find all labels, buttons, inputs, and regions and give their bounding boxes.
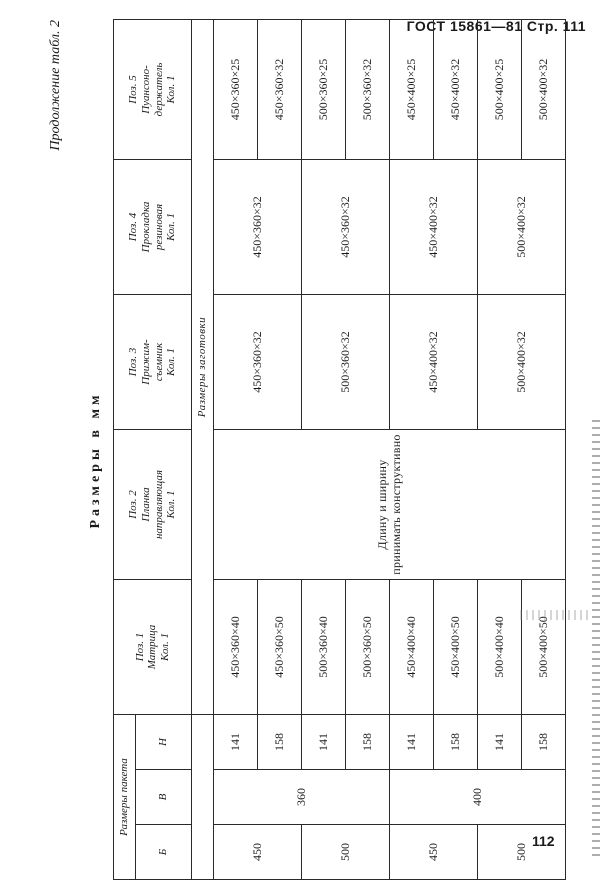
cell-B: 360 <box>214 770 390 825</box>
col-L-header: Б <box>136 825 192 880</box>
packet-sizes-header: Размеры пакета <box>114 715 136 880</box>
cell-pos5: 450×400×25 <box>390 20 434 160</box>
note-line: принимать конструктивно <box>388 434 403 575</box>
pos5-header-line: Поз. 5 <box>127 75 140 104</box>
sizes-table <box>113 19 566 880</box>
col-H-header: Н <box>136 715 192 770</box>
pos3-header-line: Кол. 1 <box>165 348 178 376</box>
cell-pos3: 500×400×32 <box>478 295 566 430</box>
pos2-header-line: Планка <box>139 487 152 522</box>
cell-H: 158 <box>522 715 566 770</box>
cell-H: 141 <box>390 715 434 770</box>
pos3-header-line: съемник <box>152 342 165 382</box>
cell-pos5: 500×400×25 <box>478 20 522 160</box>
note-line: Длину и ширину <box>374 459 389 550</box>
cell-B: 400 <box>390 770 566 825</box>
pos1-header <box>114 580 192 715</box>
design-note <box>214 430 566 580</box>
pos5-header-line: Пуансоно- <box>139 65 152 114</box>
cell-L: 500 <box>302 825 390 880</box>
cell-L: 450 <box>390 825 478 880</box>
cell-pos5: 450×360×25 <box>214 20 258 160</box>
table-title: Размеры в мм <box>88 391 103 529</box>
pos4-header-line: Поз. 4 <box>127 212 140 242</box>
cell-H: 158 <box>434 715 478 770</box>
pos5-header-line: держатель <box>152 62 165 117</box>
cell-L: 500 <box>478 825 566 880</box>
cell-pos1: 500×400×50 <box>522 580 566 715</box>
cell-pos3: 450×360×32 <box>214 295 302 430</box>
pos1-header-line: Матрица <box>146 624 159 670</box>
cell-pos1: 450×360×50 <box>258 580 302 715</box>
page-header: ГОСТ 15861—81 Стр. 111 <box>406 18 586 34</box>
pos2-header-line: Кол. 1 <box>165 490 178 519</box>
blank-sizes-header: Размеры заготовки <box>192 20 214 715</box>
pos1-header-line: Поз. 1 <box>133 632 146 662</box>
cell-H: 158 <box>258 715 302 770</box>
cell-pos1: 450×360×40 <box>214 580 258 715</box>
cell-pos5: 500×400×32 <box>522 20 566 160</box>
pos4-header-line: Кол. 1 <box>165 213 178 241</box>
cell-H: 141 <box>302 715 346 770</box>
scan-edge-noise <box>592 420 600 860</box>
cell-H: 158 <box>346 715 390 770</box>
page-number: 112 <box>532 833 555 849</box>
cell-pos3: 450×400×32 <box>390 295 478 430</box>
cell-pos1: 450×400×40 <box>390 580 434 715</box>
pos3-header <box>114 295 192 430</box>
pos5-header-line: Кол. 1 <box>165 75 178 104</box>
cell-pos3: 500×360×32 <box>302 295 390 430</box>
cell-pos5: 450×400×32 <box>434 20 478 160</box>
rotated-table-page <box>48 20 568 880</box>
pos2-header-line: направляющая <box>152 469 165 540</box>
col-B-header: В <box>136 770 192 825</box>
pos3-header-line: Прижим- <box>139 339 152 385</box>
pos4-header <box>114 160 192 295</box>
scan-dot-noise <box>520 610 590 620</box>
cell-pos4: 450×360×32 <box>302 160 390 295</box>
cell-pos4: 500×400×32 <box>478 160 566 295</box>
cell-H: 141 <box>478 715 522 770</box>
cell-L: 450 <box>214 825 302 880</box>
table-row <box>214 20 258 880</box>
empty-subheader <box>192 715 214 880</box>
pos3-header-line: Поз. 3 <box>127 347 140 377</box>
pos4-header-line: Прокладка <box>139 201 152 253</box>
cell-pos1: 500×400×40 <box>478 580 522 715</box>
pos2-header-line: Поз. 2 <box>127 490 140 519</box>
pos2-header <box>114 430 192 580</box>
cell-pos1: 500×360×40 <box>302 580 346 715</box>
cell-pos5: 500×360×32 <box>346 20 390 160</box>
continuation-label: Продолжение табл. 2 <box>48 20 63 151</box>
cell-pos5: 450×360×32 <box>258 20 302 160</box>
pos1-header-line: Кол. 1 <box>158 633 171 661</box>
cell-pos4: 450×400×32 <box>390 160 478 295</box>
cell-H: 141 <box>214 715 258 770</box>
cell-pos1: 500×360×50 <box>346 580 390 715</box>
cell-pos1: 450×400×50 <box>434 580 478 715</box>
cell-pos5: 500×360×25 <box>302 20 346 160</box>
pos4-header-line: резиновая <box>152 203 165 251</box>
cell-pos4: 450×360×32 <box>214 160 302 295</box>
pos5-header <box>114 20 192 160</box>
